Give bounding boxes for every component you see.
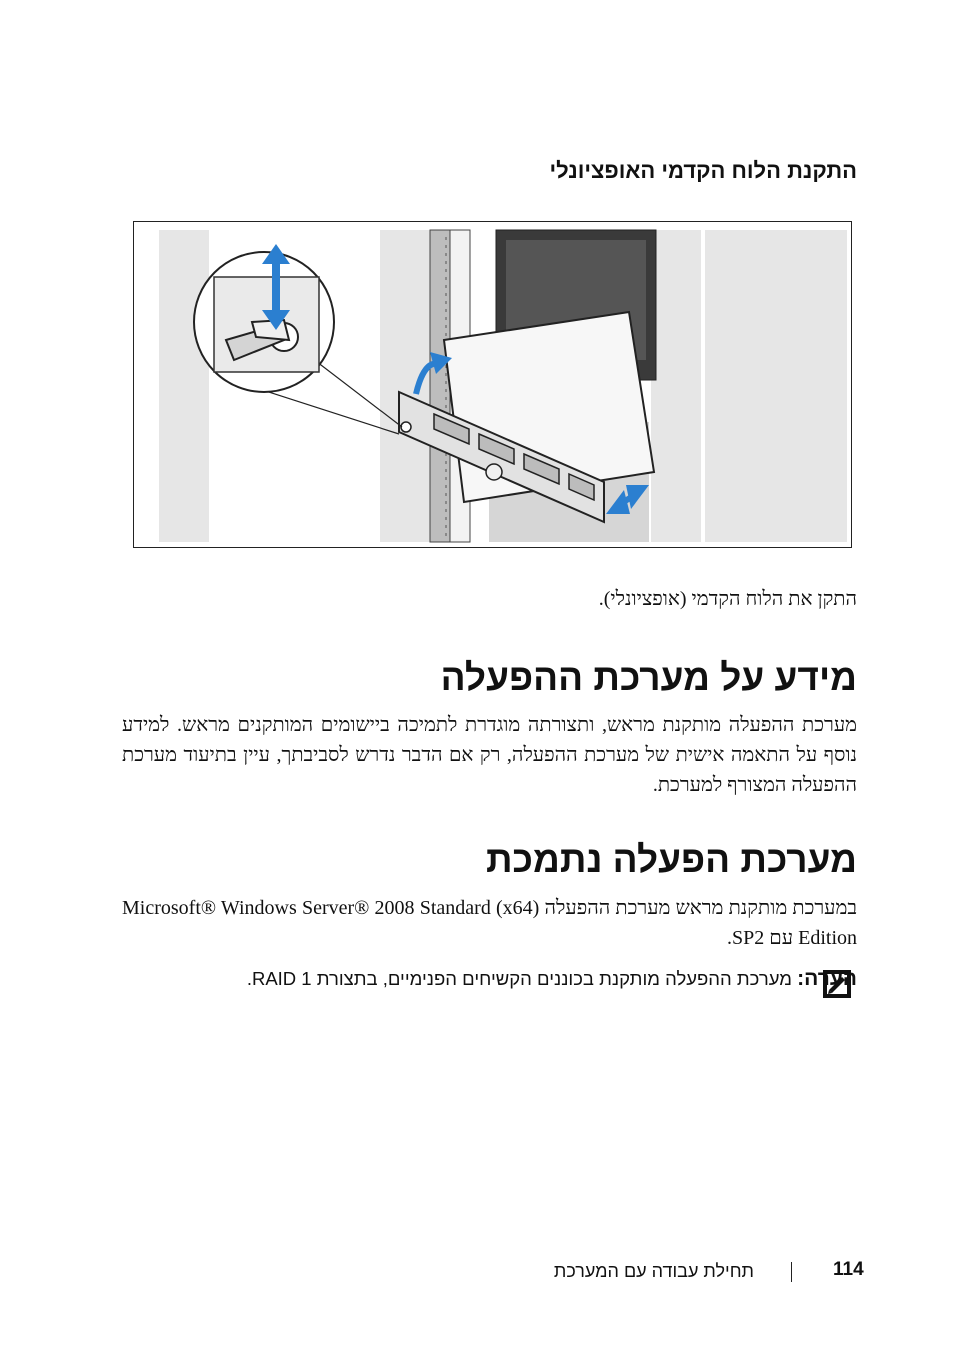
subsection-title: התקנת הלוח הקדמי האופציונלי (549, 158, 857, 183)
section-heading-os-info: מידע על מערכת ההפעלה (440, 657, 857, 698)
rack-panel (380, 230, 430, 542)
note-block (157, 966, 857, 992)
section-paragraph-os-info: מערכת ההפעלה מותקנת מראש, ותצורתה מוגדרת לתמיכה ביישומים המותקנים מראש. למידע נוסף על התאמה אישית של מערכת ההפעלה, רק אם הדבר נדרש לסביבתך, עיין בתיעוד מערכת ההפעלה המצורף למערכת. (122, 714, 857, 796)
section-paragraph-supported-os: במערכת מותקנת מראש מערכת ההפעלה Microsoft® Windows Server® 2008 Standard (x64) Edition עם SP2. (122, 897, 857, 949)
footer-chapter-title: תחילת עבודה עם המערכת (553, 1261, 754, 1281)
bezel-illustration (134, 222, 851, 547)
rack-panel (705, 230, 847, 542)
footer-page-number: 114 (833, 1259, 864, 1280)
figure-caption: התקן את הלוח הקדמי (אופציונלי). (598, 588, 857, 610)
bezel-installation-figure (133, 221, 852, 548)
section-heading-supported-os: מערכת הפעלה נתמכת (486, 839, 857, 880)
rack-panel (159, 230, 209, 542)
bezel-lock (401, 422, 411, 432)
note-label: הערה: (797, 967, 857, 990)
note-text: מערכת ההפעלה מותקנת בכוננים הקשיחים הפנימיים, בתצורת RAID 1. (246, 968, 793, 989)
rack-panel (651, 230, 701, 542)
footer-separator (791, 1262, 792, 1282)
rack-rail (430, 230, 450, 542)
bezel-logo (486, 464, 502, 480)
